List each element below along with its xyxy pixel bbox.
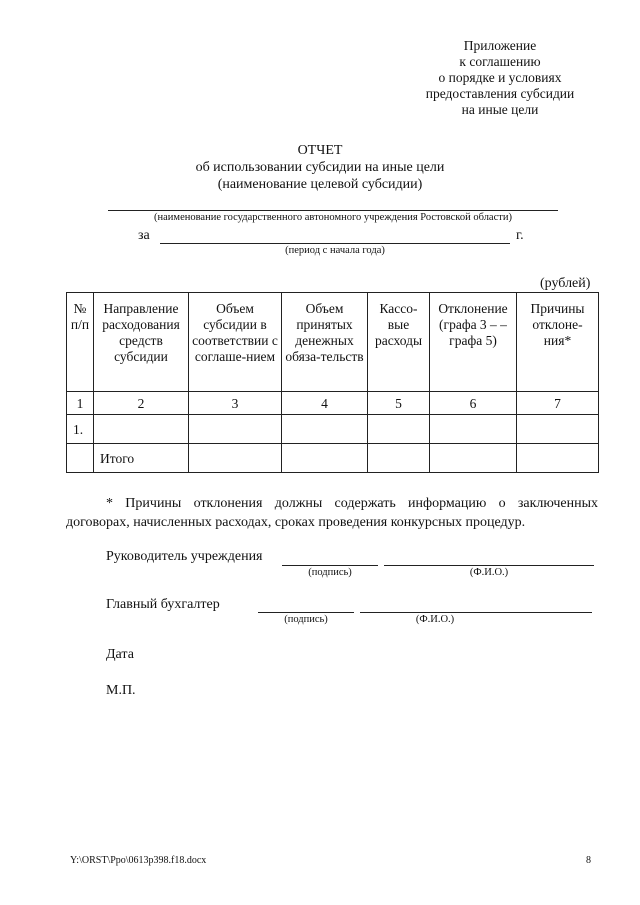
institution-line	[108, 210, 558, 211]
head-name-caption: (Ф.И.О.)	[469, 567, 509, 578]
period-suffix: г.	[516, 228, 524, 243]
annex-line: к соглашению	[459, 54, 541, 69]
accountant-name-line	[360, 612, 592, 613]
table-cell[interactable]	[430, 444, 517, 473]
title-main: ОТЧЕТ	[297, 143, 343, 158]
column-number: 4	[282, 392, 368, 415]
table-cell[interactable]	[368, 415, 430, 444]
period-caption: (период с начала года)	[285, 245, 385, 256]
period-line	[160, 243, 510, 244]
period-prefix: за	[138, 228, 150, 243]
header-cell: Объем принятых денежных обяза-тельств	[282, 293, 368, 392]
head-label: Руководитель учреждения	[106, 549, 263, 564]
header-cell: Направление расходования средств субсидии	[94, 293, 189, 392]
units-label: (рублей)	[540, 276, 591, 291]
table-cell[interactable]	[430, 415, 517, 444]
title-subtitle: об использовании субсидии на иные цели	[195, 160, 445, 175]
table-cell[interactable]	[189, 415, 282, 444]
report-table	[66, 292, 599, 473]
column-number: 6	[430, 392, 517, 415]
column-number: 7	[517, 392, 599, 415]
total-label: Итого	[94, 444, 189, 473]
note-line-1: * Причины отклонения должны содержать информацию о заключенных	[106, 496, 598, 511]
annex-heading	[400, 38, 600, 118]
head-sign-caption: (подпись)	[308, 567, 352, 578]
page-number: 8	[586, 855, 591, 866]
table-cell[interactable]	[94, 415, 189, 444]
report-title	[140, 142, 500, 193]
table-cell	[67, 444, 94, 473]
note-line-2: договорах, начисленных расходах, сроках проведения конкурсных процедур.	[66, 515, 526, 530]
total-row	[67, 444, 599, 473]
table-cell[interactable]	[282, 415, 368, 444]
head-name-line	[384, 565, 594, 566]
table-cell[interactable]	[517, 415, 599, 444]
table-row	[67, 415, 599, 444]
table-cell[interactable]	[368, 444, 430, 473]
annex-line: предоставления субсидии	[425, 86, 575, 101]
header-cell: Объем субсидии в соответствии с соглаше-нием	[189, 293, 282, 392]
header-cell: Кассо-вые расходы	[368, 293, 430, 392]
accountant-sign-caption: (подпись)	[284, 614, 328, 625]
table-header-row	[67, 293, 599, 392]
accountant-name-caption: (Ф.И.О.)	[415, 614, 455, 625]
accountant-signature-line	[258, 612, 354, 613]
footer-file-path: Y:\ORST\Ppo\0613p398.f18.docx	[70, 855, 207, 866]
column-number: 5	[368, 392, 430, 415]
table-cell[interactable]	[517, 444, 599, 473]
header-cell: Причины отклоне-ния*	[517, 293, 599, 392]
table-cell[interactable]	[282, 444, 368, 473]
date-label: Дата	[106, 647, 134, 662]
column-number-row	[67, 392, 599, 415]
column-number: 3	[189, 392, 282, 415]
annex-line: о порядке и условиях	[438, 70, 562, 85]
column-number: 2	[94, 392, 189, 415]
stamp-label: М.П.	[106, 683, 136, 698]
annex-line: на иные цели	[461, 102, 539, 117]
annex-line: Приложение	[463, 38, 537, 53]
header-cell: Отклонение (графа 3 – – графа 5)	[430, 293, 517, 392]
table-cell[interactable]	[189, 444, 282, 473]
title-target-subsidy: (наименование целевой субсидии)	[217, 177, 423, 192]
accountant-label: Главный бухгалтер	[106, 597, 220, 612]
head-signature-line	[282, 565, 378, 566]
row-number: 1.	[67, 415, 94, 444]
column-number: 1	[67, 392, 94, 415]
header-cell: № п/п	[67, 293, 94, 392]
institution-caption: (наименование государственного автономного учреждения Ростовской области)	[154, 212, 512, 223]
